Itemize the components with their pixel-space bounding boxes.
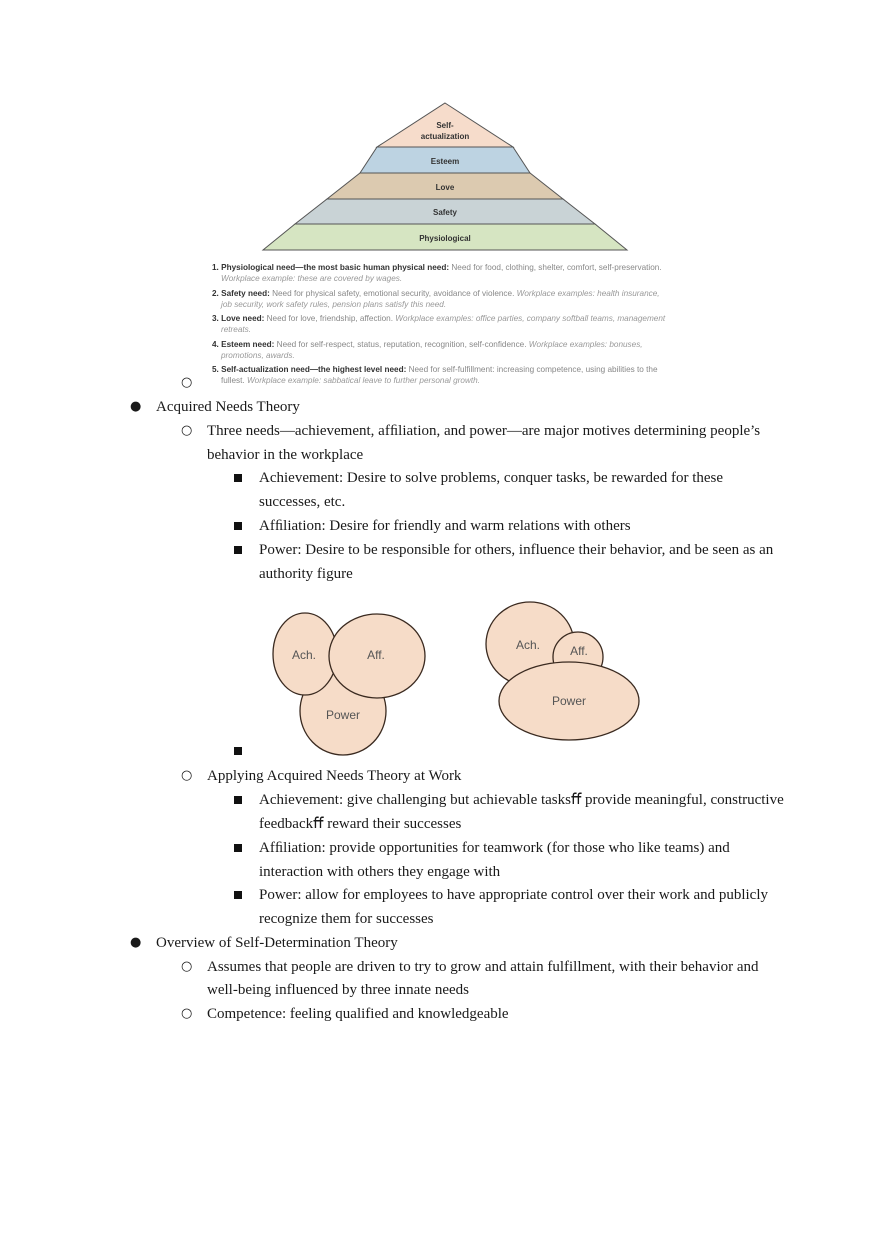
square-bullet-icon	[234, 844, 242, 852]
heading-self-determination: Overview of Self-Determination Theory	[156, 935, 398, 951]
text-line: Competence: feeling qualified and knowledgeable	[207, 1006, 509, 1022]
circle-bullet-icon: ○	[181, 768, 193, 783]
circle-bullet-icon: ○	[181, 1006, 193, 1021]
need-item: 5. Self-actualization need—the highest level need: Need for self-fulfillment: increasing competence, using abilities to the fullest. Workplace example: sabbatical leave to further personal growth.	[212, 365, 658, 385]
text-line: Afﬁliation: Desire for friendly and warm relations with others	[259, 518, 631, 534]
need-item: 2. Safety need: Need for physical safety, emotional security, avoidance of violence. Workplace examples: health insurance, job security, work safety rules, pension plans satisfy this need.	[212, 288, 660, 309]
text-line: Three needs—achievement, afﬁliation, and power—are major motives determining people’s	[207, 423, 761, 439]
text-line: authority figure	[259, 566, 353, 582]
circle-bullet-icon: ○	[181, 959, 193, 974]
need-item: 4. Esteem need: Need for self-respect, status, reputation, recognition, self-confidence. Workplace examples: bonuses, promotions, awards.	[212, 339, 643, 360]
disc-bullet-icon: ●	[130, 935, 142, 950]
circle-bullet-icon: ○	[181, 375, 193, 390]
power-label: Power	[551, 694, 587, 708]
text-line: recognize them for successes	[259, 911, 434, 927]
needs-overlap-diagram	[260, 595, 660, 760]
square-bullet-icon	[234, 891, 242, 899]
needs-list	[212, 262, 672, 390]
square-bullet-icon	[234, 474, 242, 482]
square-bullet-icon	[234, 747, 242, 755]
text-line: Achievement: give challenging but achievable tasksﬀ provide meaningful, constructive	[259, 792, 784, 808]
text-line: interaction with others they engage with	[259, 864, 501, 880]
text-line: feedbackﬀ reward their successes	[259, 816, 462, 832]
power-label: Power	[325, 708, 361, 722]
maslow-pyramid	[0, 0, 880, 260]
text-line: behavior in the workplace	[207, 447, 364, 463]
pyramid-label: Safety	[432, 208, 458, 217]
text-line: well-being influenced by three innate needs	[207, 982, 469, 998]
pyramid-label: actualization	[420, 132, 470, 141]
need-item: 1. Physiological need—the most basic human physical need: Need for food, clothing, shelter, comfort, self-preservation. Workplace example: these are covered by wages.	[212, 263, 662, 283]
text-line: Achievement: Desire to solve problems, conquer tasks, be rewarded for these	[259, 470, 724, 486]
text-line: Afﬁliation: provide opportunities for teamwork (for those who like teams) and	[259, 840, 730, 856]
square-bullet-icon	[234, 546, 242, 554]
square-bullet-icon	[234, 796, 242, 804]
pyramid-label: Esteem	[430, 157, 460, 166]
disc-bullet-icon: ●	[130, 399, 142, 414]
text-line: Power: allow for employees to have appropriate control over their work and publicly	[259, 887, 769, 903]
need-item: 3. Love need: Need for love, friendship, affection. Workplace examples: office parties, company softball teams, management retreats.	[212, 314, 666, 334]
aff-label: Aff.	[367, 648, 385, 662]
ach-label: Ach.	[291, 648, 317, 662]
pyramid-label: Self-	[436, 121, 454, 130]
ach-label: Ach.	[515, 638, 541, 652]
square-bullet-icon	[234, 522, 242, 530]
pyramid-label: Physiological	[419, 234, 471, 243]
text-line: Assumes that people are driven to try to grow and attain fulfillment, with their behavior and	[207, 959, 759, 975]
circle-bullet-icon: ○	[181, 423, 193, 438]
pyramid-label: Love	[435, 183, 455, 192]
heading-applying: Applying Acquired Needs Theory at Work	[207, 768, 462, 784]
text-line: successes, etc.	[259, 494, 346, 510]
aff-label: Aff.	[570, 644, 588, 658]
heading-acquired-needs: Acquired Needs Theory	[156, 399, 300, 415]
text-line: Power: Desire to be responsible for others, influence their behavior, and be seen as an	[259, 542, 774, 558]
